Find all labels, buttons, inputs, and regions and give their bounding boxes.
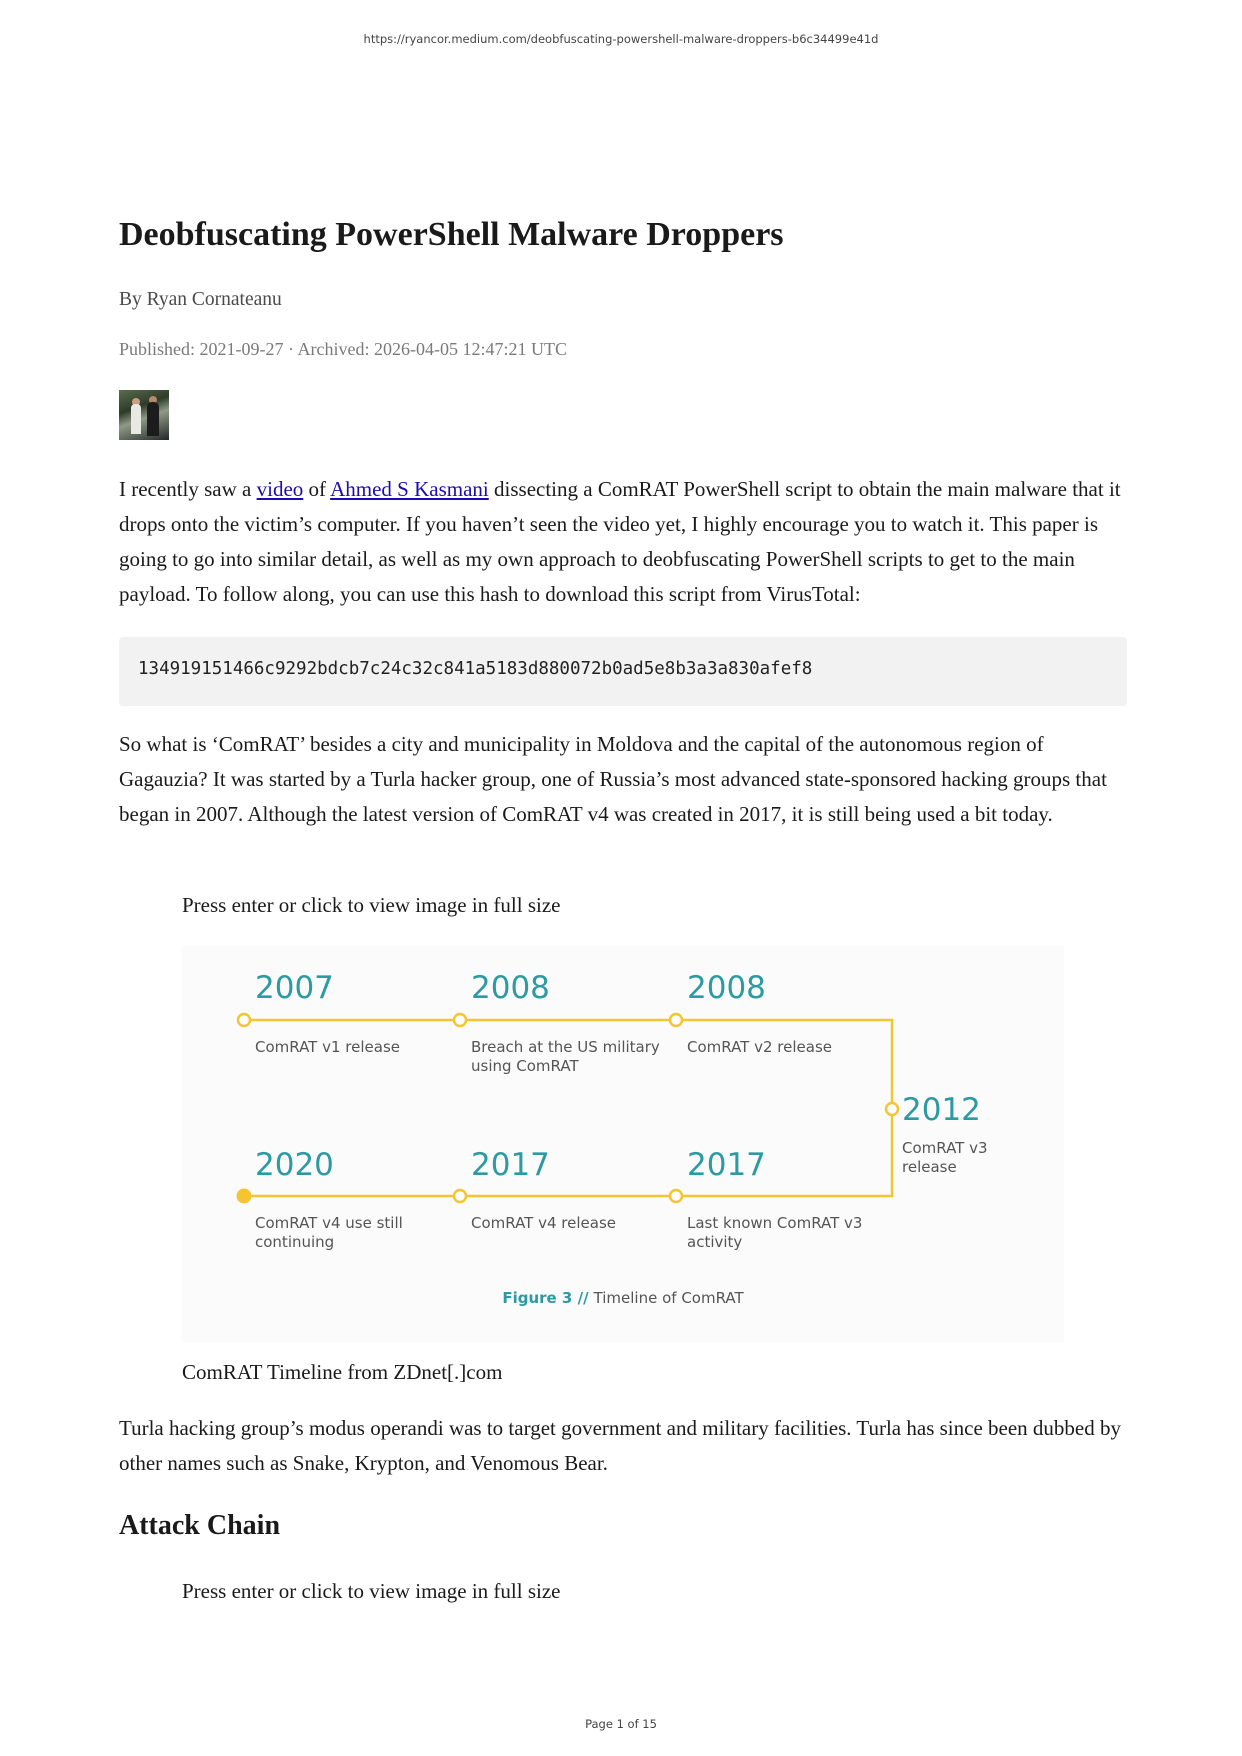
timeline-node <box>454 1190 466 1202</box>
image-hint-2[interactable]: Press enter or click to view image in full size <box>182 1579 561 1603</box>
turla-paragraph: Turla hacking group’s modus operandi was to target government and military facilities. Turla has since been dubbed by other names such as Snake, Krypton, and Venomous Bear. <box>119 1416 1121 1475</box>
event-year: 2017 <box>687 1147 766 1183</box>
event-label: activity <box>687 1233 743 1251</box>
author-link[interactable]: Ahmed S Kasmani <box>330 477 489 501</box>
event-label: ComRAT v4 use still <box>255 1214 403 1232</box>
figure-internal-caption <box>502 1289 744 1307</box>
event-year: 2007 <box>255 970 334 1006</box>
hash-code-block <box>119 637 1127 706</box>
event-year: 2017 <box>471 1147 550 1183</box>
author-byline: By Ryan Cornateanu <box>119 289 282 310</box>
timeline-chart <box>182 946 1064 1342</box>
timeline-figure[interactable] <box>182 946 1064 1342</box>
event-label: using ComRAT <box>471 1057 579 1075</box>
timeline-node-current <box>238 1190 251 1203</box>
timeline-node <box>670 1014 682 1026</box>
image-caption: ComRAT Timeline from ZDnet[.]com <box>182 1360 503 1384</box>
event-label: ComRAT v4 release <box>471 1214 616 1232</box>
publish-meta: Published: 2021-09-27 · Archived: 2026-04-05 12:47:21 UTC <box>119 339 567 359</box>
hash-value: 134919151466c9292bdcb7c24c32c841a5183d880072b0ad5e8b3a3a830afef8 <box>138 659 813 679</box>
timeline-node <box>670 1190 682 1202</box>
event-label: continuing <box>255 1233 335 1251</box>
timeline-node <box>886 1103 898 1115</box>
timeline-node <box>454 1014 466 1026</box>
event-year: 2012 <box>902 1092 981 1128</box>
comrat-paragraph: So what is ‘ComRAT’ besides a city and municipality in Moldova and the capital of the autonomous region of Gagauzia? It was started by a Turla hacker group, one of Russia’s most advanced state-sponsored hacking groups that began in 2007. Although the latest version of ComRAT v4 was created in 2017, it is still being used a bit today. <box>119 732 1107 826</box>
video-link[interactable]: video <box>256 477 304 501</box>
image-hint[interactable]: Press enter or click to view image in full size <box>182 893 561 917</box>
event-year: 2008 <box>687 970 766 1006</box>
event-label: Breach at the US military <box>471 1038 660 1056</box>
event-label: Last known ComRAT v3 <box>687 1214 863 1232</box>
intro-paragraph: I recently saw a video of Ahmed S Kasmani dissecting a ComRAT PowerShell script to obtain the main malware that it drops onto the victim’s computer. If you haven’t seen the video yet, I highly encourage you to watch it. This paper is going to go into similar detail, as well as my own approach to deobfuscating PowerShell scripts to get to the main payload. To follow along, you can use this hash to download this script from VirusTotal: <box>119 477 1121 606</box>
event-label: ComRAT v1 release <box>255 1038 400 1056</box>
source-url: https://ryancor.medium.com/deobfuscating-powershell-malware-droppers-b6c34499e41d <box>363 32 879 46</box>
figure-title: Timeline of ComRAT <box>593 1289 744 1307</box>
article-title: Deobfuscating PowerShell Malware Droppers <box>119 216 784 253</box>
event-year: 2008 <box>471 970 550 1006</box>
event-label: release <box>902 1158 957 1176</box>
page-number: Page 1 of 15 <box>585 1717 657 1731</box>
author-avatar[interactable] <box>119 390 169 440</box>
figure-number: Figure 3 // <box>502 1289 589 1307</box>
timeline-node <box>238 1014 250 1026</box>
section-heading: Attack Chain <box>119 1510 281 1541</box>
event-label: ComRAT v2 release <box>687 1038 832 1056</box>
event-year: 2020 <box>255 1147 334 1183</box>
event-label: ComRAT v3 <box>902 1139 988 1157</box>
